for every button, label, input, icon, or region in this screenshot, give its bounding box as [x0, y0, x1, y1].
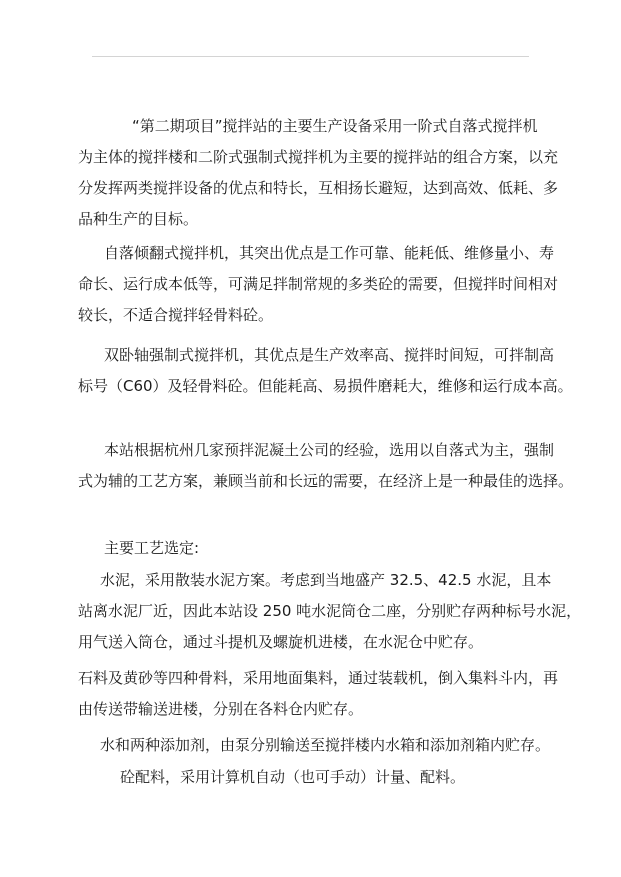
paragraph-selection: [78, 435, 574, 497]
paragraph-line: 品种生产的目标。: [78, 210, 199, 228]
paragraph-line: 自落倾翻式搅拌机，其突出优点是工作可靠、能耗低、维修量小、寿: [104, 244, 555, 262]
paragraph-cement: [78, 565, 582, 658]
paragraph-aggregate: [78, 663, 559, 725]
section-heading: 主要工艺选定:: [104, 539, 200, 557]
paragraph-line: 由传送带输送进楼，分别在各料仓内贮存。: [78, 700, 364, 718]
paragraph-intro: [78, 111, 559, 235]
paragraph-line: 石料及黄砂等四种骨料，采用地面集料，通过装载机，倒入集料斗内，再: [78, 669, 559, 687]
paragraph-line: “第二期项目”搅拌站的主要生产设备采用一阶式自落式搅拌机: [132, 117, 538, 135]
paragraph-line: 本站根据杭州几家预拌泥凝土公司的经验，选用以自落式为主，强制: [104, 441, 555, 459]
paragraph-line: 水和两种添加剂，由泵分别输送至搅拌楼内水箱和添加剂箱内贮存。: [100, 736, 551, 754]
paragraph-line: 式为辅的工艺方案，兼顾当前和长远的需要，在经济上是一种最佳的选择。: [78, 472, 574, 490]
section-heading-process: [78, 533, 548, 564]
paragraph-line: 较长，不适合搅拌轻骨料砼。: [78, 306, 274, 324]
header-rule: [92, 56, 529, 57]
paragraph-line: 站离水泥厂近，因此本站设 250 吨水泥筒仓二座，分别贮存两种标号水泥，: [78, 602, 582, 620]
paragraph-line: 水泥，采用散装水泥方案。考虑到当地盛产 32.5、42.5 水泥，且本: [100, 571, 552, 589]
paragraph-line: 砼配料，采用计算机自动（也可手动）计量、配料。: [120, 768, 466, 786]
paragraph-line: 标号（C60）及轻骨料砼。但能耗高、易损件磨耗大，维修和运行成本高。: [78, 377, 573, 395]
paragraph-tilting-mixer: [78, 238, 559, 331]
paragraph-line: 双卧轴强制式搅拌机，其优点是生产效率高、搅拌时间短，可拌制高: [104, 346, 555, 364]
paragraph-line: 命长、运行成本低等，可满足拌制常规的多类砼的需要，但搅拌时间相对: [78, 275, 559, 293]
paragraph-water-additive: [78, 730, 551, 761]
paragraph-line: 分发挥两类搅拌设备的优点和特长，互相扬长避短，达到高效、低耗、多: [78, 179, 559, 197]
paragraph-batching: [78, 762, 548, 793]
paragraph-line: 为主体的搅拌楼和二阶式强制式搅拌机为主要的搅拌站的组合方案，以充: [78, 148, 559, 166]
paragraph-twin-shaft-mixer: [78, 340, 573, 402]
paragraph-line: 用气送入筒仓，通过斗提机及螺旋机进楼，在水泥仓中贮存。: [78, 633, 484, 651]
